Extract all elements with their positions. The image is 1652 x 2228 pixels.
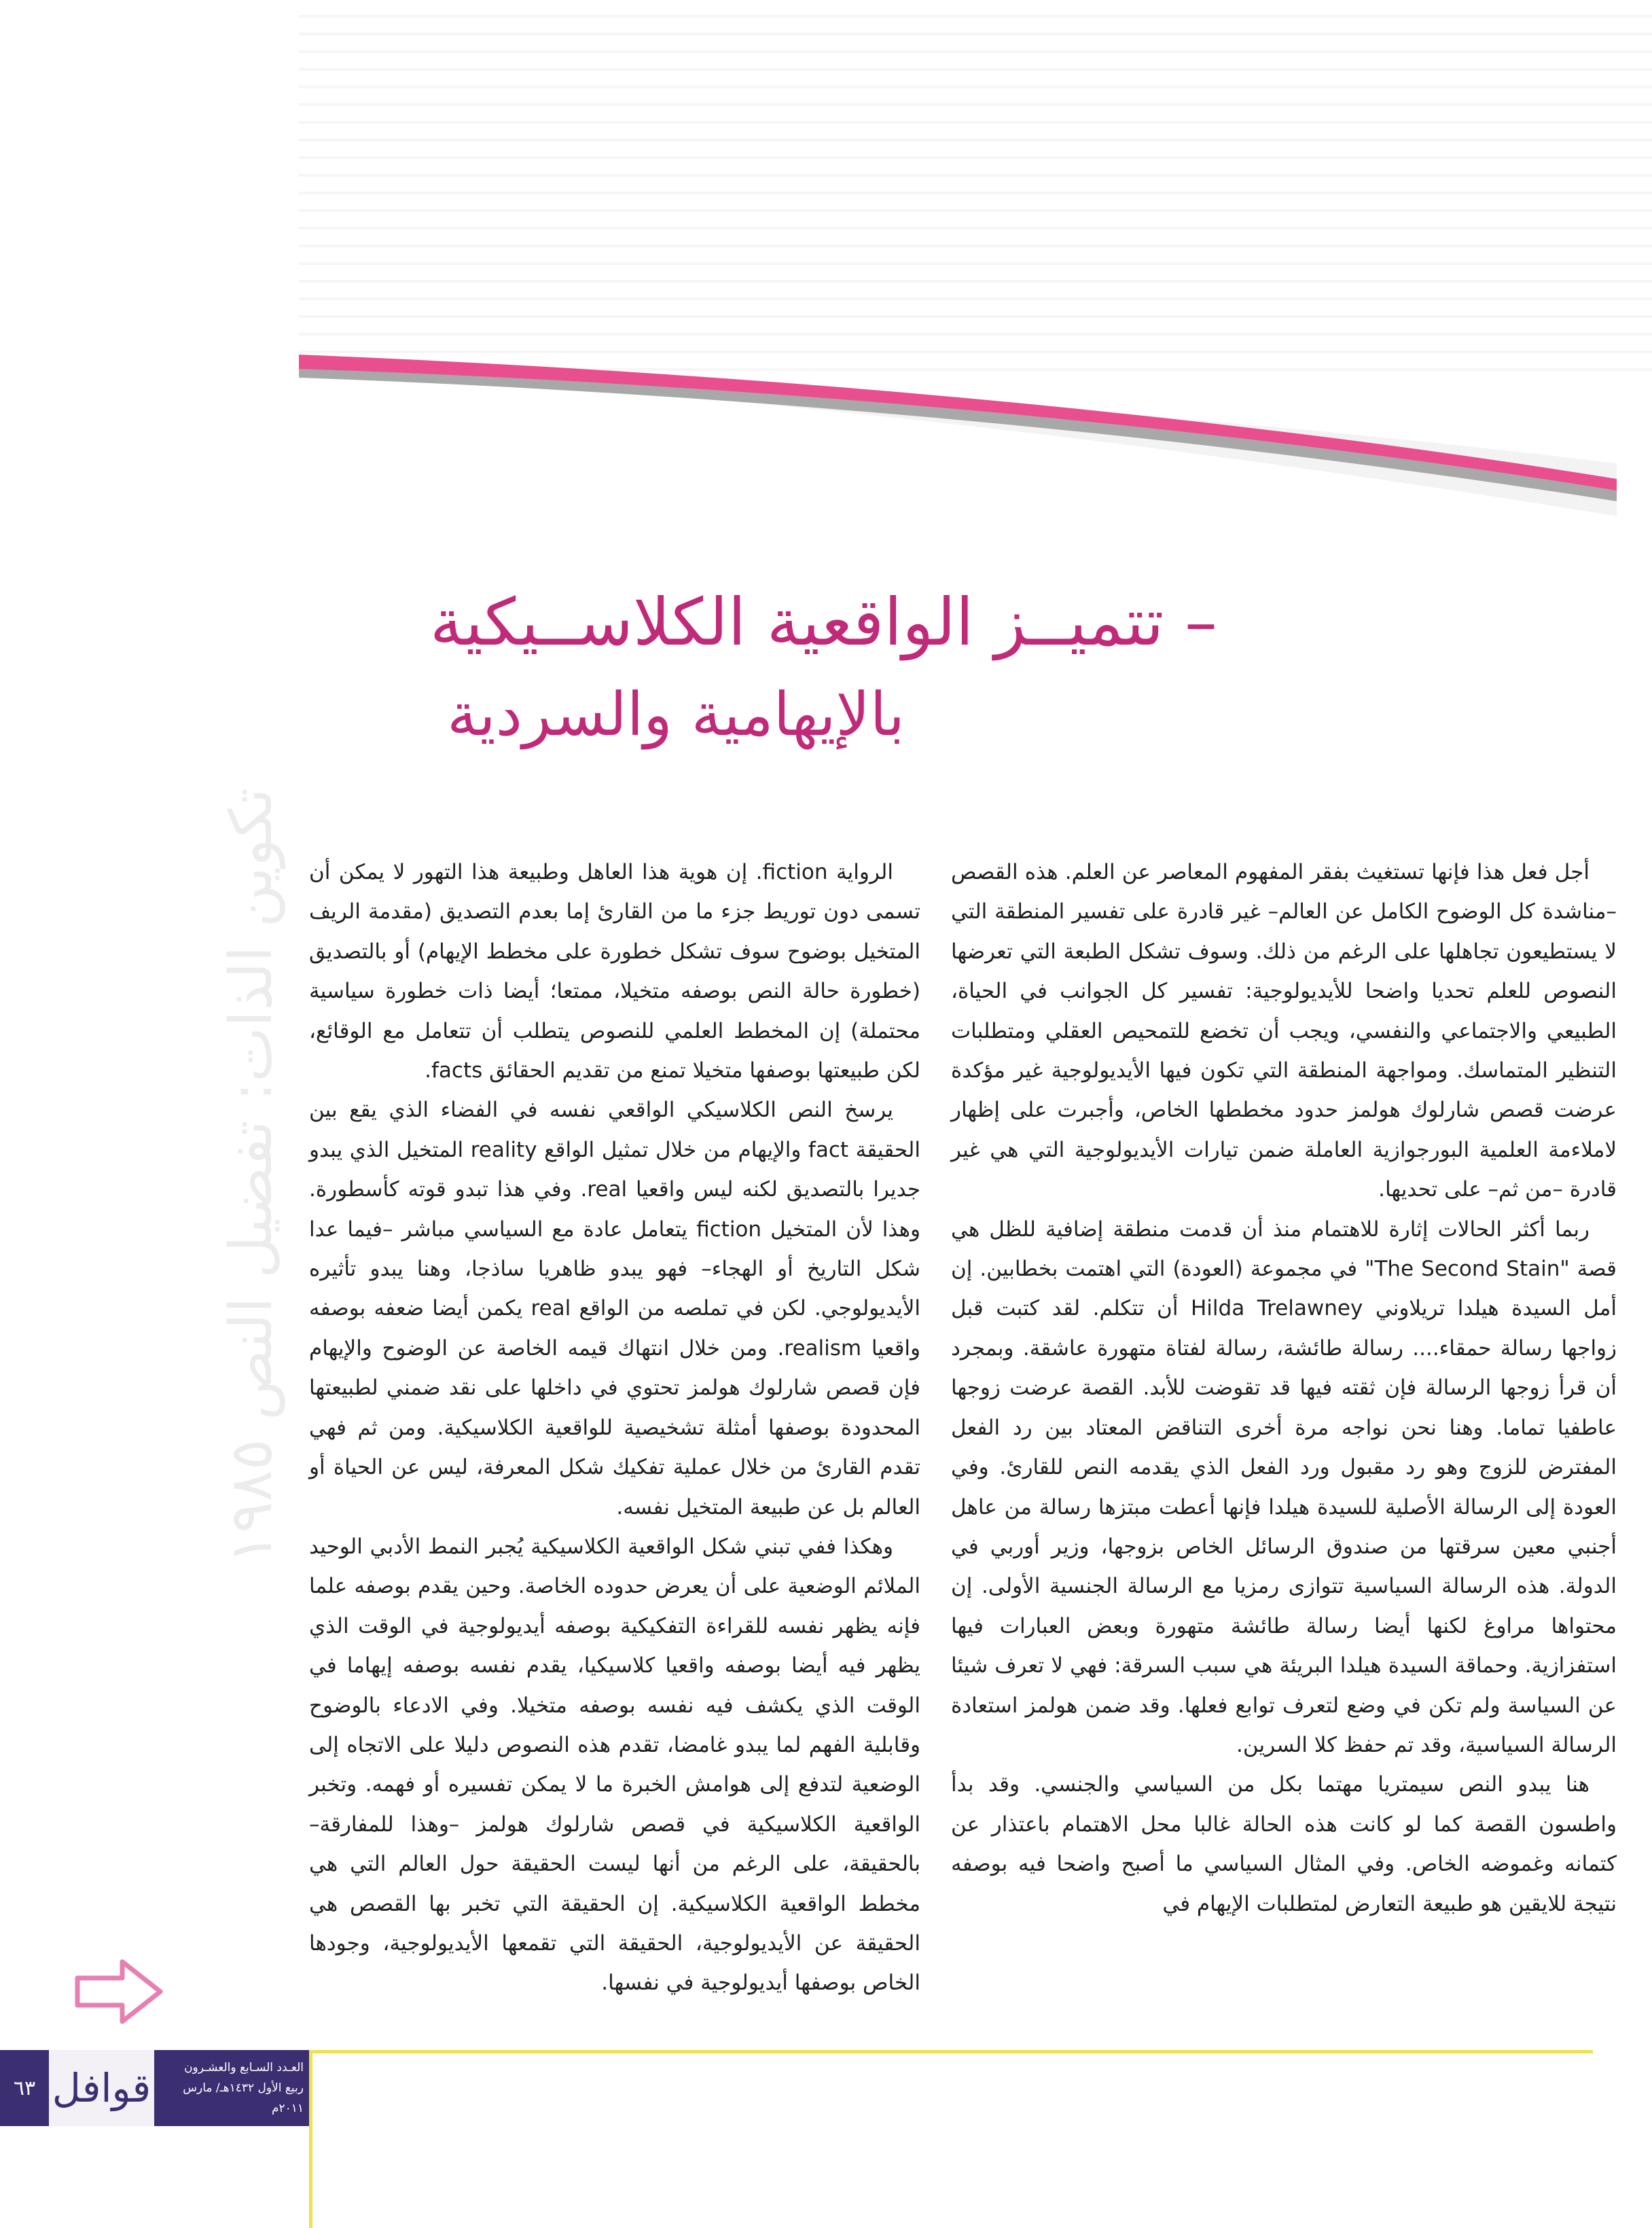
page-number: ٦٣: [0, 2050, 49, 2126]
next-page-arrow-icon[interactable]: [73, 1956, 166, 2027]
paragraph: ربما أكثر الحالات إثارة للاهتمام منذ أن قدمت منطقة إضافية للظل هي قصة "The Second Stain" في مجموعة (العودة) التي اهتمت بخطابين. إن أمل السيدة هيلدا تريلاوني Hilda Trelawney أن تتكلم. لقد كتبت قبل زواجها رسالة حمقاء.... رسالة طائشة، رسالة لفتاة متهورة عاشقة. وبمجرد أن قرأ زوجها الرسالة فإن ثقته فيها قد تقوضت للأبد. القصة عرضت زوجها عاطفيا تماما. وهنا نحن نواجه مرة أخرى التناقض المعتاد بين رد الفعل المفترض للزوج وهو رد مقبول ورد الفعل الذي يقدمه النص للقارئ. وفي العودة إلى الرسالة الأصلية للسيدة هيلدا فإنها أعطت مبتزها رسالة من عاهل أجنبي معين سرقتها من صندوق الرسائل الخاص بزوجها، وزير أوربي في الدولة. هذه الرسالة السياسية تتوازى رمزيا مع الرسالة الجنسية الأولى. إن محتواها مراوغ لكنها أيضا رسالة طائشة متهورة وبعض العبارات فيها استفزازية. وحماقة السيدة هيلدا البريئة هي سبب السرقة: فهي لا تعرف شيئا عن السياسة ولم تكن في وضع لتعرف توابع فعلها. وقد ضمن هولمز استعادة الرسالة السياسية، وقد تم حفظ كلا السرين.: [951, 1217, 1617, 1757]
paragraph: وهكذا ففي تبني شكل الواقعية الكلاسيكية يُجبر النمط الأدبي الوحيد الملائم الوضعية على أن يعرض حدوده الخاصة. وحين يقدم بوصفه علما فإنه يظهر نفسه للقراءة التفكيكية بوصفه أيديولوجية في الوقت الذي يظهر فيه أيضا بوصفه واقعيا كلاسيكيا، يقدم نفسه بوصفه إيهاما في الوقت الذي يكشف فيه نفسه بوصفه متخيلا. وفي الادعاء بالوضوح وقابلية الفهم لما يبدو غامضا، تقدم هذه النصوص دليلا على الاتجاه إلى الوضعية لتدفع إلى هوامش الخبرة ما لا يمكن تفسيره أو فهمه. وتخبر الواقعية الكلاسيكية في قصص شارلوك هولمز –وهذا للمفارقة– بالحقيقة، على الرغم من أنها ليست الحقيقة حول العالم التي هي مخطط الواقعية الكلاسيكية. إن الحقيقة التي تخبر بها القصص هي الحقيقة عن الأيديولوجية، الحقيقة التي تقمعها الأيديولوجية، وجودها الخاص بوصفها أيديولوجية في نفسها.: [309, 1534, 920, 1996]
footer-rule: [309, 2050, 1593, 2053]
footer-rule-vertical: [309, 2050, 312, 2228]
text-column-left: [309, 852, 920, 2003]
article-title-line-1: – تتميــز الواقعية الكلاســيكية: [429, 584, 1217, 660]
paragraph: أجل فعل هذا فإنها تستغيث بفقر المفهوم المعاصر عن العلم. هذه القصص –مناشدة كل الوضوح الكامل عن العالم– غير قادرة على تفسير المنطقة التي لا يستطيعون تجاهلها على الرغم من ذلك. وسوف تشكل الطبعة التي تعرضها النصوص للعلم تحديا واضحا للأيديولوجية: تفسير كل الجوانب في الحياة، الطبيعي والاجتماعي والنفسي، ويجب أن تخضع للتمحيص العقلي ومتطلبات التنظير المتماسك. ومواجهة المنطقة التي تكون فيها الأيديولوجية غير مؤكدة عرضت قصص شارلوك هولمز حدود مخططها الخاص، وأجبرت على إظهار لاملاءمة العلمية البورجوازية العاملة ضمن تيارات الأيديولوجية التي هي غير قادرة –من ثم– على تحديها.: [951, 860, 1617, 1202]
paragraph: الرواية fiction. إن هوية هذا العاهل وطبيعة هذا التهور لا يمكن أن تسمى دون توريط جزء ما من القارئ إما بعدم التصديق (مقدمة الريف المتخيل بوضوح سوف تشكل خطورة على مخطط الإيهام) أو بالتصديق (خطورة حالة النص بوصفه متخيلا، ممتعا؛ أيضا ذات خطورة سياسية محتملة) إن المخطط العلمي للنصوص يتطلب أن تتعامل مع الوقائع، لكن طبيعتها بوصفها متخيلا تمنع من تقديم الحقائق facts.: [309, 860, 920, 1083]
paragraph: يرسخ النص الكلاسيكي الواقعي نفسه في الفضاء الذي يقع بين الحقيقة fact والإيهام من خلال تمثيل الواقع reality المتخيل الذي يبدو جديرا بالتصديق لكنه ليس واقعيا real. وفي هذا تبدو قوته كأسطورة. وهذا لأن المتخيل fiction يتعامل عادة مع السياسي مباشر –فيما عدا شكل التاريخ أو الهجاء– فهو يبدو ظاهريا ساذجا، وهنا يبدو تأثيره الأيديولوجي. لكن في تملصه من الواقع real يكمن أيضا ضعفه بوصفه واقعيا realism. ومن خلال انتهاك قيمه الخاصة عن الوضوح والإيهام فإن قصص شارلوك هولمز تحتوي في داخلها على نقد ضمني لطبيعتها المحدودة بوصفها أمثلة تشخيصية للواقعية الكلاسيكية. ومن ثم فهي تقدم القارئ من خلال عملية تفكيك شكل المعرفة، ليس عن الحياة أو العالم بل عن طبيعة المتخيل نفسه.: [309, 1098, 920, 1520]
issue-info: [154, 2050, 309, 2126]
footer-bar: [0, 2050, 309, 2126]
text-column-right: [951, 852, 1617, 1924]
issue-date: ربيع الأول ١٤٣٢هـ/ مارس ٢٠١١م: [183, 2081, 304, 2115]
issue-number: العـدد السـابع والعشـرون: [184, 2061, 304, 2074]
article-title-line-2: بالإيهامية والسردية: [447, 679, 905, 749]
pink-swoosh-decoration: [0, 0, 1652, 543]
magazine-logo: قوافل: [49, 2050, 154, 2126]
paragraph: هنا يبدو النص سيمتريا مهتما بكل من السياسي والجنسي. وقد بدأ واطسون القصة كما لو كانت هذه الحالة غالبا محل الاهتمام باعتذار عن كتمانه وغموضه الخاص. وفي المثال السياسي ما أصبح واضحا فيه بوصفه نتيجة للايقين هو طبيعة التعارض لمتطلبات الإيهام في: [951, 1772, 1617, 1916]
vertical-running-title: تكوين الذات: تفضيل النص ١٩٨٥: [217, 788, 285, 1564]
